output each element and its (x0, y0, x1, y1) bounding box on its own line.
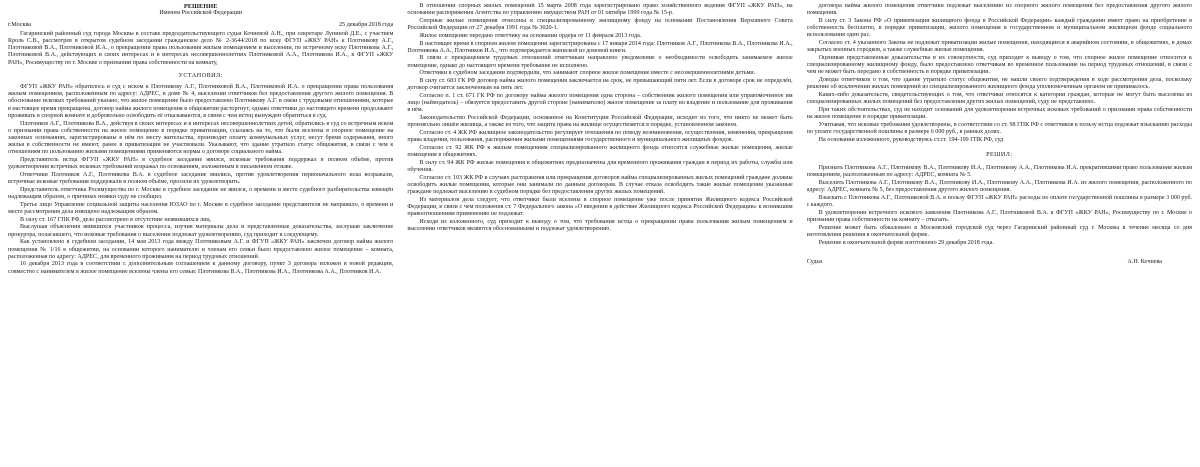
column-2 (407, 3, 792, 467)
paragraph: Согласно ст. 92 ЖК РФ к жилым помещениям специализированного жилищного фонда относятся служебные жилые помещения, жилые помещения в общежитиях. (407, 144, 793, 159)
section-title-reshil: РЕШИЛ: (986, 151, 1013, 158)
paragraph: Из материалов дела следует, что ответчики были вселены в спорное помещение уже после принятия Жилищного кодекса Российской Федерации, в связи с чем положения ст. 7 Федерального закона «О введении в действие Жилищного кодекса Российской Федерации» к возникшим правоотношениям применению не подлежат. (407, 196, 793, 218)
paragraph: Представитель истца ФГУП «ЖКУ РАН» в судебное заседание явился, исковые требования поддержал в полном объёме, против удовлетворения встречных исковых требований возражал по основаниям, изложенным в письменном отзыве. (8, 157, 394, 171)
paragraph: Жилое помещение передано ответчику на основании ордера от 11 февраля 2013 года. (419, 32, 642, 39)
paragraph: Решение может быть обжаловано в Московский городской суд через Гагаринский районный суд г. Москвы в течение месяца со дня изготовления решения в окончательной форме. (806, 224, 1192, 238)
paragraph: Исходя из изложенного, суд приходит к выводу о том, что требования истца о прекращении права пользования жилым помещением и выселении ответчиков являются обоснованными и подлежат удовлетворению. (407, 218, 793, 233)
paragraph: Учитывая, что исковые требования удовлетворены, в соответствии со ст. 98 ГПК РФ с ответчиков в пользу истца подлежат взысканию расходы по уплате государственной пошлины в размере 6 000 руб., в равных долях. (806, 121, 1192, 135)
paragraph: Ответчики Плотников А.Г., Плотникова В.А. в судебное заседание явились, против удовлетворения первоначального иска возражали, встречные исковые требования поддержали в полном объёме, просили их удовлетворить. (8, 171, 394, 186)
decision-date: 25 декабря 2018 года (339, 21, 394, 28)
paragraph: Выселить Плотникова А.Г., Плотникову В.А., Плотникову И.А., Плотникову А.А., Плотникова И.А. из жилого помещения, расположенного по адресу: АДРЕС, комната № 5, без предоставления другого жилого помещения. (806, 179, 1192, 194)
paragraph: В силу ст. 3 Закона РФ «О приватизации жилищного фонда в Российской Федерации» каждый гражданин имеет право на приобретение в собственность бесплатно, в порядке приватизации, жилого помещения в государственном и муниципальном жилищном фонде социального использования один раз. (806, 17, 1192, 39)
document-subtitle: Именем Российской Федерации (159, 10, 242, 17)
paragraph: Гагаринский районный суд города Москвы в составе председательствующего судьи Кочневой А.Н., при секретаре Луниной Д.Е., с участием Кроль С.В., рассмотрев в открытом судебном заседании гражданское дело № 2-3644/2018 по иску ФГУП «ЖКУ РАН» к Плотникову А.Г., Плотниковой В.А., Плотниковой И.А., о прекращении права пользования жилым помещением и выселении, по встречному иску Плотникова А.Г., Плотниковой В.А., действующих в своих интересах и в интересах несовершеннолетних Плотниковой А.А., Плотникова И.А., к ФГУП «ЖКУ РАН», Росимуществу по г. Москве о признании права собственности на комнату, (8, 30, 394, 66)
column-1 (8, 3, 393, 467)
paragraph: Согласно п. 1 ст. 671 ГК РФ по договору найма жилого помещения одна сторона – собственник жилого помещения или управомоченное им лицо (наймодатель) – обязуется предоставить другой стороне (нанимателю) жилое помещение за плату во владение и пользование для проживания в нём. (407, 92, 793, 114)
judge-name: А.Н. Кочнева (1127, 258, 1162, 265)
place-date-line (8, 22, 393, 29)
paragraph: Каких-либо доказательств, свидетельствующих о том, что ответчики относятся к категории граждан, которые не могут быть выселены из специализированных жилых помещений без предоставления других жилых помещений, суду не представлено. (806, 91, 1192, 106)
paragraph: Спорные жилые помещения отнесены к специализированному жилищному фонду на основании Постановления Верховного Совета Российской Федерации от 27 декабря 1991 года № 3020-1. (407, 17, 793, 32)
paragraph: Признать Плотникова А.Г., Плотникову В.А., Плотникову И.А., Плотникову А.А., Плотникова И.А. прекратившими право пользования жилым помещением, расположенным по адресу: АДРЕС, комната № 5. (806, 165, 1192, 179)
paragraph: В силу ст. 94 ЖК РФ жилые помещения в общежитиях предназначены для временного проживания граждан в период их работы, службы или обучения. (407, 159, 793, 173)
paragraph: На основании изложенного, руководствуясь ст.ст. 194-199 ГПК РФ, суд (818, 136, 1004, 143)
paragraph: Представитель ответчика Росимущества по г. Москве в судебное заседание не явился, о времени и месте судебного разбирательства извещён надлежащим образом, о причинах неявки суду не сообщил. (8, 186, 394, 201)
paragraph: Оценивая представленные доказательства в их совокупности, суд приходит к выводу о том, что спорное жилое помещение относится к специализированному жилищному фонду, было предоставлено ответчикам во временное пользование на период трудовых отношений, в связи с чем не может быть передано в собственность в порядке приватизации. (806, 54, 1192, 76)
paragraph: Законодательство Российской Федерации, основанное на Конституции Российской Федерации, исходит из того, что никто не может быть произвольно лишён жилища, а также из того, что защита права на жилище осуществляется в порядке, установленном законом. (407, 115, 793, 129)
paragraph: Взыскать с Плотникова А.Г., Плотниковой В.А. в пользу ФГУП «ЖКУ РАН» расходы по оплате государственной пошлины в размере 3 000 руб. с каждого. (806, 194, 1192, 209)
section-title-ustanovil: УСТАНОВИЛ: (178, 72, 223, 79)
paragraph: В связи с прекращением трудовых отношений ответчикам направлено уведомление о необходимости освободить занимаемое жилое помещение, однако до настоящего времени требование не исполнено. (407, 55, 793, 69)
document-title: РЕШЕНИЕ (183, 3, 218, 10)
paragraph: Согласно ст. 4 ЖК РФ жилищное законодательство регулирует отношения по поводу возникновения, осуществления, изменения, прекращения права владения, пользования, распоряжения жилыми помещениями государственного и муниципального жилищных фондов. (407, 129, 793, 144)
paragraph: Согласно ст. 4 указанного Закона не подлежат приватизации жилые помещения, находящиеся в аварийном состоянии, в общежитиях, в домах закрытых военных городков, а также служебные жилые помещения. (806, 40, 1192, 54)
paragraph: Плотников А.Г., Плотникова В.А., действуя в своих интересах и в интересах несовершеннолетних детей, обратились в суд со встречным иском о признании права собственности на жилое помещение в порядке приватизации, ссылаясь на то, что были вселены в спорное помещение на законных основаниях, зарегистрированы в нём по месту жительства, производят оплату коммунальных услуг, несут бремя содержания, иного жилья в собственности не имеют, ранее в приватизации не участвовали. Указывают, что здание утратило статус общежития, в связи с чем к отношениям по пользованию жилыми помещениями применяются нормы о договоре социального найма. (8, 120, 394, 156)
judge-signature-line (807, 259, 1192, 266)
paragraph: В удовлетворении встречного искового заявления Плотникова А.Г., Плотниковой В.А. к ФГУП «ЖКУ РАН», Росимуществу по г. Москве о признании права собственности на комнату – отказать. (806, 209, 1192, 223)
text-columns (8, 3, 1192, 467)
paragraph: договора найма жилого помещения ответчики подлежат выселению из спорного жилого помещения без предоставления другого жилого помещения. (806, 3, 1192, 17)
paragraph: В отношении спорных жилых помещений 15 марта 2008 года зарегистрировано право хозяйственного ведения ФГУП «ЖКУ РАН», на основании распоряжения Агентства по управлению имуществом РАН от 01 октября 1999 года № 15-р. (407, 3, 793, 17)
paragraph: ФГУП «ЖКУ РАН» обратилось в суд с иском к Плотникову А.Г., Плотниковой В.А., Плотниковой И.А. о прекращении права пользования жилым помещением, расположенным по адресу: АДРЕС, в доме № 4, выселении ответчиков без предоставления другого жилого помещения. В обоснование исковых требований указано, что жилое помещение было предоставлено Плотникову А.Г. в связи с трудовыми отношениями, которые в настоящее время прекращены, договор найма жилого помещения в общежитии расторгнут, однако ответчики до настоящего времени продолжают проживать в спорной комнате и добровольно освободить её отказываются, в связи с чем истец вынужден обратиться в суд. (8, 84, 394, 119)
paragraph: При таких обстоятельствах, суд не находит оснований для удовлетворения встречных исковых требований о признании права собственности на жилое помещение в порядке приватизации. (806, 106, 1192, 121)
paragraph: Ответчики в судебном заседании подтвердили, что занимают спорное жилое помещение вместе с несовершеннолетними детьми. (419, 70, 756, 77)
paragraph: Согласно ст. 103 ЖК РФ в случаях расторжения или прекращения договоров найма специализированных жилых помещений граждане должны освободить жилые помещения, которые они занимали по данным договорам. В случае отказа освободить такие жилые помещения указанные граждане подлежат выселению в судебном порядке без предоставления других жилых помещений. (407, 174, 793, 196)
paragraph: В силу ст. 683 ГК РФ договор найма жилого помещения заключается на срок, не превышающий пяти лет. Если в договоре срок не определён, договор считается заключенным на пять лет. (407, 78, 793, 92)
paragraph: В настоящее время в спорном жилом помещении зарегистрированы с 17 января 2014 года: Плотников А.Г., Плотникова В.А., Плотникова И.А., Плотникова А.А., Плотников И.А., что подтверждается выпиской из домовой книги. (407, 40, 793, 54)
paragraph: Решение в окончательной форме изготовлено 29 декабря 2018 года. (818, 239, 994, 246)
city: г.Москва (8, 21, 31, 28)
paragraph: Как установлено в судебном заседании, 14 мая 2013 года между Плотниковым А.Г. и ФГУП «ЖКУ РАН» заключен договор найма жилого помещения № 1/16 в общежитии, на основании которого нанимателю и членам его семьи было предоставлено жилое помещение – комната, расположенная по адресу: АДРЕС, для временного проживания на период трудовых отношений. (8, 239, 394, 260)
column-3 (807, 3, 1192, 467)
paragraph: 16 декабря 2013 года в соответствии с дополнительным соглашением к данному договору, пункт 3 договора изложен в новой редакции, совместно с нанимателем в жилое помещение вселены члены его семьи: Плотникова В.А., Плотникова И.А., Плотникова А.А., Плотников И.А. (8, 261, 394, 275)
paragraph: Третье лицо Управление социальной защиты населения ЮЗАО по г. Москве в судебное заседание представителя не направило, о времени и месте рассмотрения дела извещено надлежащим образом. (8, 201, 394, 215)
paragraph: В силу ст. 167 ГПК РФ, дело рассмотрено в отсутствие неявившихся лиц. (20, 216, 212, 223)
paragraph: Выслушав объяснения явившихся участников процесса, изучив материалы дела и представленные доказательства, заслушав заключение прокурора, полагавшего, что исковые требования о выселении подлежат удовлетворению, суд приходит к следующему. (8, 224, 394, 238)
paragraph: Доводы ответчиков о том, что здание утратило статус общежития, не нашли своего подтверждения в ходе рассмотрения дела, поскольку решение об исключении жилых помещений из специализированного жилищного фонда уполномоченным органом не принималось. (806, 77, 1192, 91)
judge-label: Судья (806, 258, 822, 265)
